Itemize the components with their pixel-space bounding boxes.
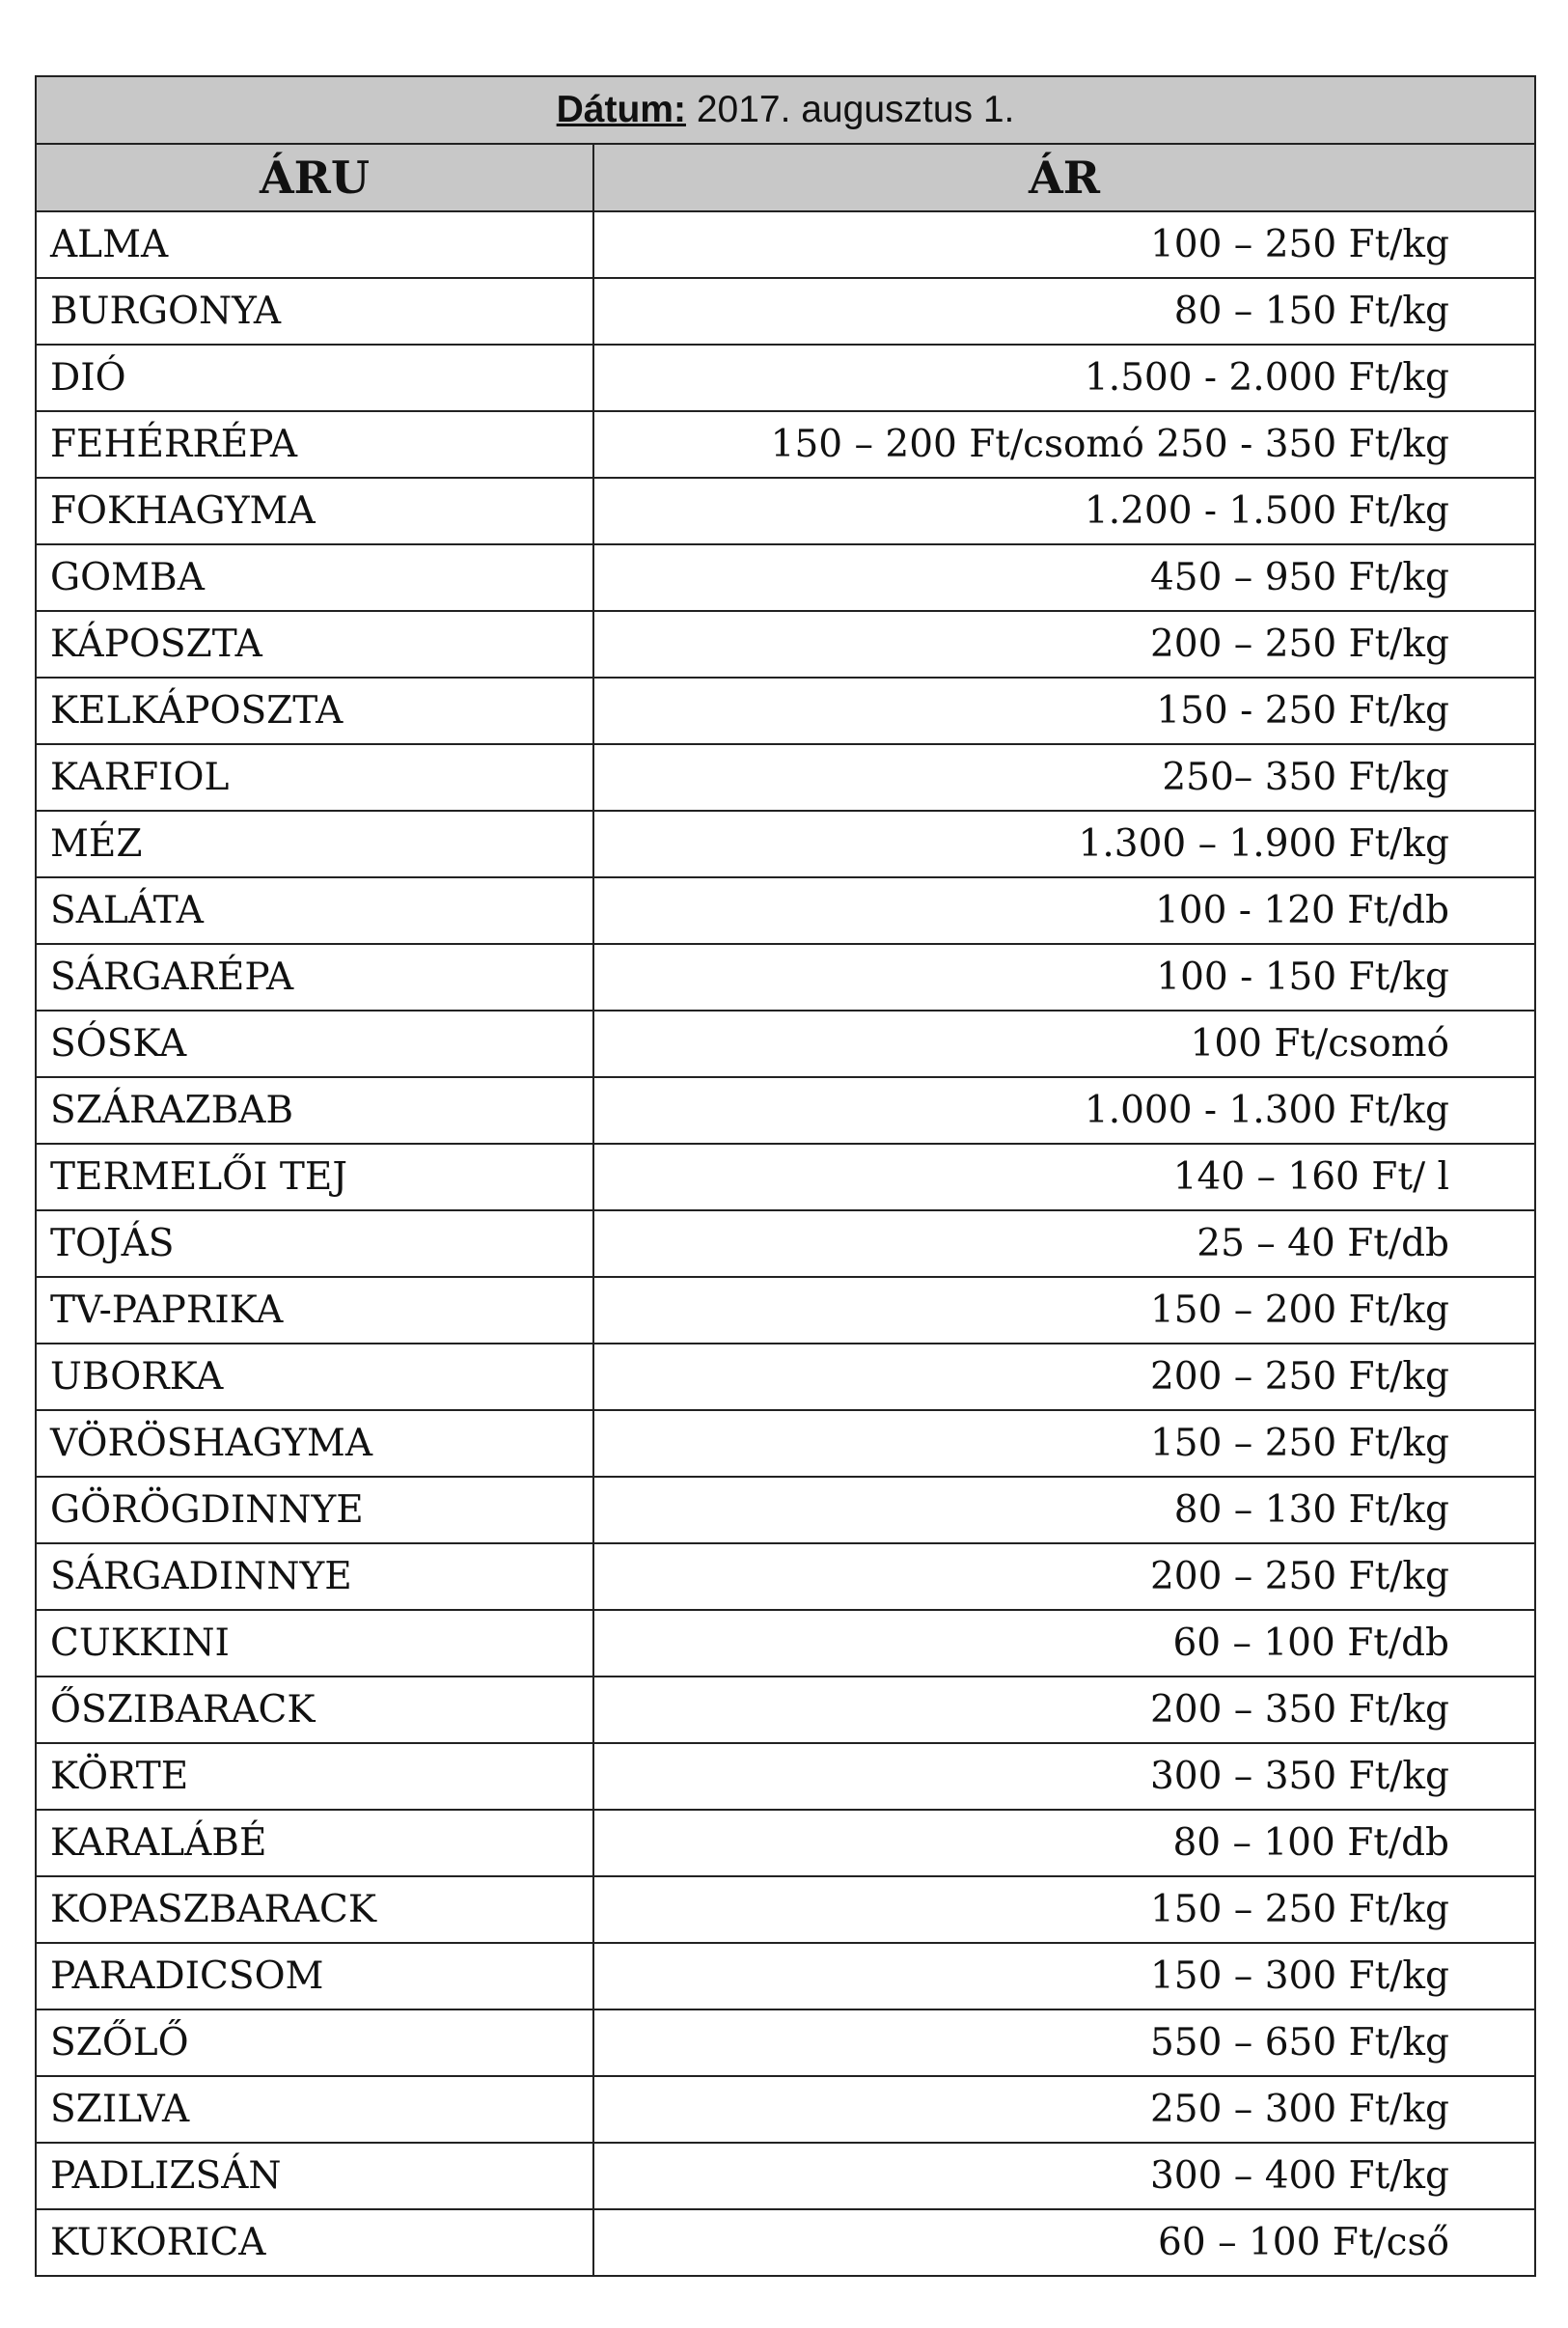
table-row — [36, 345, 1535, 411]
price-cell: 250– 350 Ft/kg — [593, 744, 1535, 811]
table-row — [36, 1144, 1535, 1210]
price-cell: 150 - 250 Ft/kg — [593, 678, 1535, 744]
price-cell: 450 – 950 Ft/kg — [593, 544, 1535, 611]
price-cell: 200 – 250 Ft/kg — [593, 1543, 1535, 1610]
item-name-cell: SZILVA — [36, 2076, 593, 2143]
item-name-cell: UBORKA — [36, 1344, 593, 1410]
item-name-cell: SÁRGADINNYE — [36, 1543, 593, 1610]
column-header-row — [36, 144, 1535, 211]
table-row — [36, 211, 1535, 278]
table-row — [36, 1876, 1535, 1943]
table-row — [36, 1743, 1535, 1810]
table-row — [36, 544, 1535, 611]
item-name-cell: ALMA — [36, 211, 593, 278]
item-name-cell: TERMELŐI TEJ — [36, 1144, 593, 1210]
item-name-cell: KÖRTE — [36, 1743, 593, 1810]
table-row — [36, 678, 1535, 744]
table-row — [36, 611, 1535, 678]
table-row — [36, 1011, 1535, 1077]
item-name-cell: MÉZ — [36, 811, 593, 877]
table-row — [36, 1943, 1535, 2009]
item-name-cell: TOJÁS — [36, 1210, 593, 1277]
item-name-cell: KUKORICA — [36, 2209, 593, 2276]
table-row — [36, 1543, 1535, 1610]
price-cell: 60 – 100 Ft/cső — [593, 2209, 1535, 2276]
price-cell: 80 – 130 Ft/kg — [593, 1477, 1535, 1543]
price-cell: 60 – 100 Ft/db — [593, 1610, 1535, 1677]
table-row — [36, 1277, 1535, 1344]
price-cell: 150 – 300 Ft/kg — [593, 1943, 1535, 2009]
price-cell: 100 - 150 Ft/kg — [593, 944, 1535, 1011]
item-name-cell: SÓSKA — [36, 1011, 593, 1077]
item-name-cell: KÁPOSZTA — [36, 611, 593, 678]
item-name-cell: GÖRÖGDINNYE — [36, 1477, 593, 1543]
table-row — [36, 2076, 1535, 2143]
item-name-cell: SÁRGARÉPA — [36, 944, 593, 1011]
price-cell: 1.000 - 1.300 Ft/kg — [593, 1077, 1535, 1144]
item-name-cell: FOKHAGYMA — [36, 478, 593, 544]
table-row — [36, 1677, 1535, 1743]
table-row — [36, 1344, 1535, 1410]
price-cell: 1.200 - 1.500 Ft/kg — [593, 478, 1535, 544]
table-body — [36, 211, 1535, 2276]
item-name-cell: PARADICSOM — [36, 1943, 593, 2009]
item-name-cell: SZŐLŐ — [36, 2009, 593, 2076]
price-cell: 150 – 200 Ft/csomó 250 - 350 Ft/kg — [593, 411, 1535, 478]
price-cell: 100 – 250 Ft/kg — [593, 211, 1535, 278]
price-cell: 150 – 250 Ft/kg — [593, 1876, 1535, 1943]
item-name-cell: KOPASZBARACK — [36, 1876, 593, 1943]
table-row — [36, 1810, 1535, 1876]
price-cell: 100 - 120 Ft/db — [593, 877, 1535, 944]
price-cell: 550 – 650 Ft/kg — [593, 2009, 1535, 2076]
table-row — [36, 2009, 1535, 2076]
item-name-cell: BURGONYA — [36, 278, 593, 345]
item-name-cell: ŐSZIBARACK — [36, 1677, 593, 1743]
item-name-cell: KELKÁPOSZTA — [36, 678, 593, 744]
item-name-cell: FEHÉRRÉPA — [36, 411, 593, 478]
price-cell: 80 – 100 Ft/db — [593, 1810, 1535, 1876]
item-name-cell: DIÓ — [36, 345, 593, 411]
item-name-cell: GOMBA — [36, 544, 593, 611]
table-row — [36, 877, 1535, 944]
item-name-cell: SZÁRAZBAB — [36, 1077, 593, 1144]
date-label: Dátum: — [556, 89, 686, 130]
table-row — [36, 2143, 1535, 2209]
item-name-cell: PADLIZSÁN — [36, 2143, 593, 2209]
item-name-cell: CUKKINI — [36, 1610, 593, 1677]
table-row — [36, 2209, 1535, 2276]
price-cell: 250 – 300 Ft/kg — [593, 2076, 1535, 2143]
table-row — [36, 278, 1535, 345]
price-cell: 25 – 40 Ft/db — [593, 1210, 1535, 1277]
table-row — [36, 411, 1535, 478]
price-cell: 1.500 - 2.000 Ft/kg — [593, 345, 1535, 411]
table-row — [36, 811, 1535, 877]
table-row — [36, 744, 1535, 811]
item-name-cell: TV-PAPRIKA — [36, 1277, 593, 1344]
table-row — [36, 478, 1535, 544]
price-cell: 200 – 250 Ft/kg — [593, 611, 1535, 678]
price-cell: 150 – 250 Ft/kg — [593, 1410, 1535, 1477]
table-row — [36, 944, 1535, 1011]
table-row — [36, 1610, 1535, 1677]
item-name-cell: KARALÁBÉ — [36, 1810, 593, 1876]
column-header-item: ÁRU — [36, 144, 593, 211]
date-row — [36, 76, 1535, 144]
price-cell: 300 – 350 Ft/kg — [593, 1743, 1535, 1810]
price-cell: 140 – 160 Ft/ l — [593, 1144, 1535, 1210]
table-row — [36, 1210, 1535, 1277]
item-name-cell: KARFIOL — [36, 744, 593, 811]
price-cell: 300 – 400 Ft/kg — [593, 2143, 1535, 2209]
price-cell: 200 – 250 Ft/kg — [593, 1344, 1535, 1410]
price-cell: 200 – 350 Ft/kg — [593, 1677, 1535, 1743]
price-cell: 1.300 – 1.900 Ft/kg — [593, 811, 1535, 877]
date-cell — [36, 76, 1535, 144]
column-header-price: ÁR — [593, 144, 1535, 211]
price-table — [35, 75, 1536, 2277]
table-row — [36, 1077, 1535, 1144]
item-name-cell: SALÁTA — [36, 877, 593, 944]
date-value: 2017. augusztus 1. — [696, 89, 1015, 130]
price-cell: 100 Ft/csomó — [593, 1011, 1535, 1077]
table-row — [36, 1477, 1535, 1543]
price-cell: 80 – 150 Ft/kg — [593, 278, 1535, 345]
item-name-cell: VÖRÖSHAGYMA — [36, 1410, 593, 1477]
price-cell: 150 – 200 Ft/kg — [593, 1277, 1535, 1344]
table-row — [36, 1410, 1535, 1477]
